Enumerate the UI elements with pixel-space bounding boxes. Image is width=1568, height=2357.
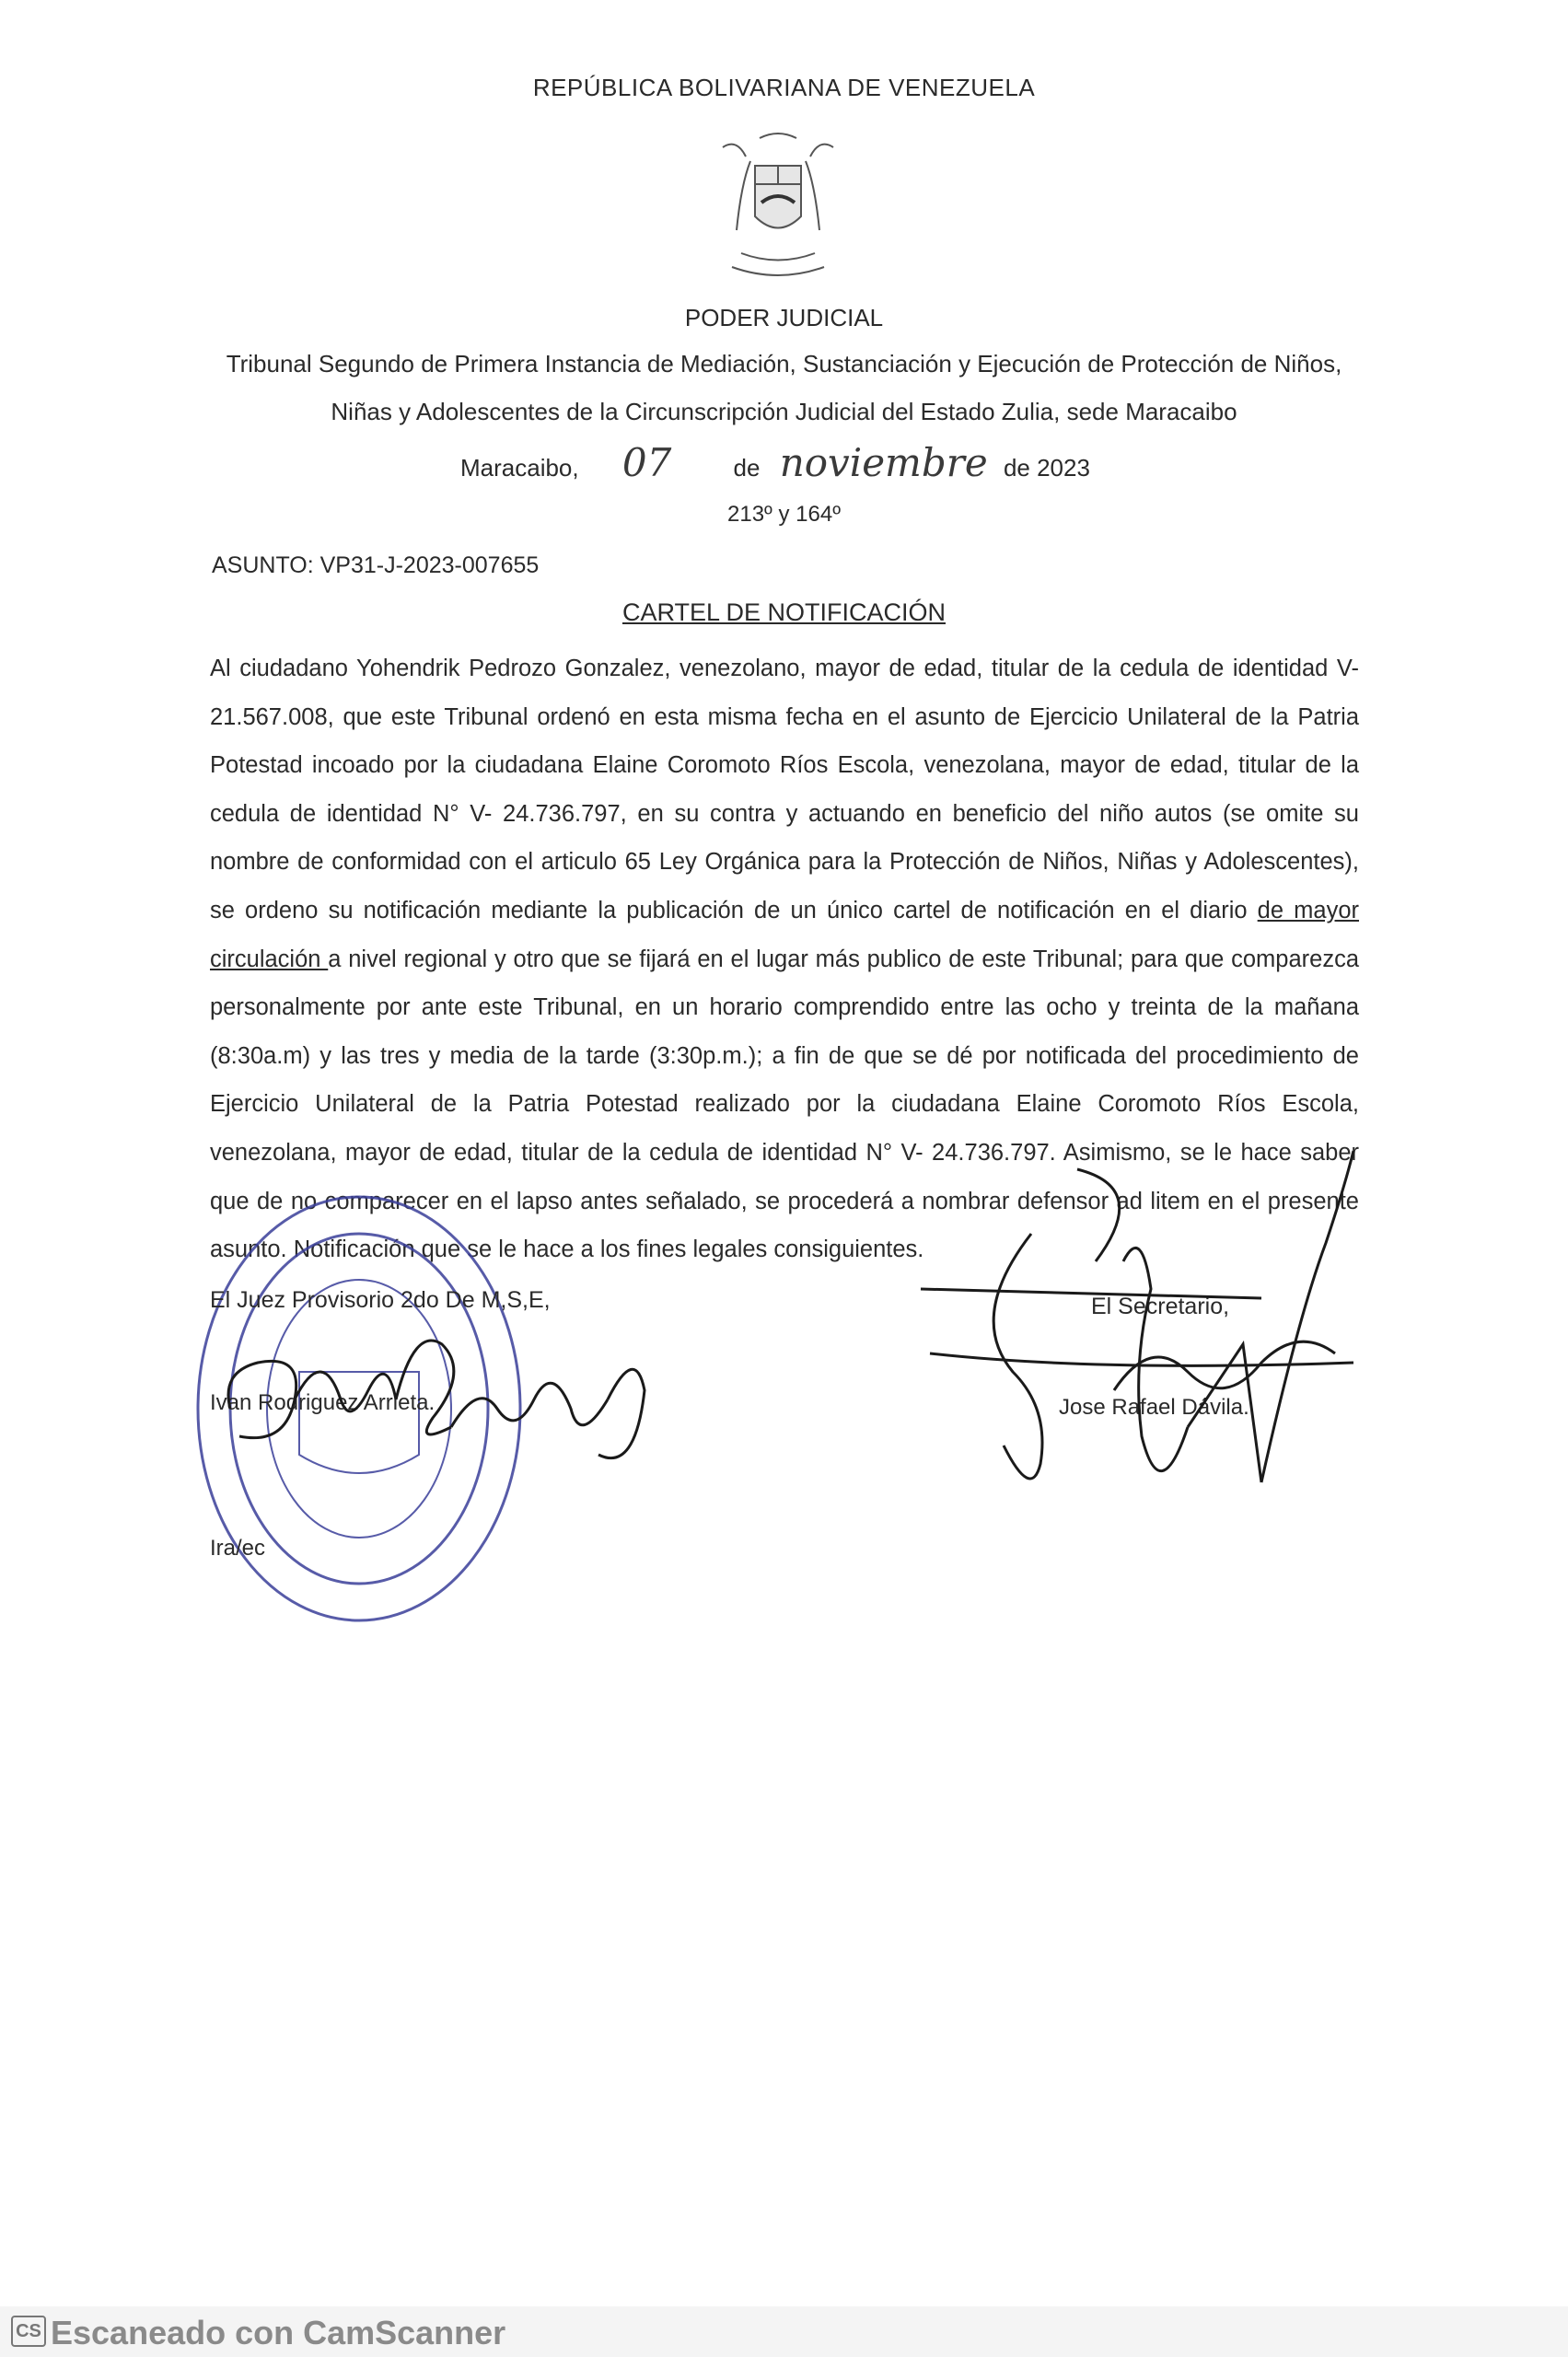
- date-day-handwritten: 07: [621, 440, 672, 485]
- body-underlined: de mayor circulación: [210, 897, 1360, 972]
- body-part-2: a nivel regional y otro que se fijará en el lugar más publico de este Tribunal; para que comparezca personalmente por ante este Tribunal, en un horario comprendido entre las ocho y treinta de la mañana (8:30a.m) y las tres y media de la tarde (3:30p.m.); a fin de que se dé por notificada del procedimiento de Ejercicio Unilateral de la Patria Potestad realizado por la ciudadana Elaine Coromoto Ríos Escola, venezolana, mayor de edad, titular de la cedula de identidad N° V- 24.736.797. Asimismo, se le hace saber que de no comparecer en el lapso antes señalado, se procederá a nombrar defensor ad litem en el presente asunto. Notificación que se le hace a los fines legales consiguientes.: [210, 946, 1359, 1263]
- secretary-signature: [912, 1132, 1372, 1519]
- secretary-name: Jose Rafael Dávila.: [1059, 1395, 1249, 1420]
- scanner-footer: [0, 2306, 1568, 2357]
- tribunal-line-2: Niñas y Adolescentes de la Circunscripción Judicial del Estado Zulia, sede Maracaibo: [331, 398, 1237, 425]
- body-part-1: Al ciudadano Yohendrik Pedrozo Gonzalez, venezolano, mayor de edad, titular de la cedula de identidad V-21.567.008, que este Tribunal ordenó en esta misma fecha en el asunto de Ejercicio Unilateral de la Patria Potestad incoado por la ciudadana Elaine Coromoto Ríos Escola, venezolana, mayor de edad, titular de la cedula de identidad N° V- 24.736.797, en su contra y actuando en beneficio del niño autos (se omite su nombre de conformidad con el articulo 65 Ley Orgánica para la Protección de Niños, Niñas y Adolescentes), se ordeno su notificación mediante la publicación de un único cartel de notificación en el diario: [210, 656, 1359, 923]
- date-year: de 2023: [1003, 454, 1090, 482]
- case-number: ASUNTO: VP31-J-2023-007655: [212, 552, 540, 578]
- judge-signature: [203, 1289, 663, 1501]
- tribunal-line-1: Tribunal Segundo de Primera Instancia de Mediación, Sustanciación y Ejecución de Protección de Niños,: [226, 350, 1342, 377]
- secretary-title: El Secretario,: [1091, 1294, 1230, 1319]
- coat-of-arms-icon: [704, 129, 852, 290]
- scanner-watermark-text: Escaneado con CamScanner: [51, 2314, 506, 2351]
- judge-title: El Juez Provisorio 2do De M,S,E,: [210, 1287, 551, 1313]
- typist-initials: Ira/ec: [210, 1536, 266, 1561]
- date-line: [460, 440, 1090, 485]
- camscanner-logo-icon: CS: [11, 2316, 46, 2347]
- branch-heading: PODER JUDICIAL: [684, 304, 884, 331]
- date-month-handwritten: noviembre: [779, 440, 988, 485]
- document-title: CARTEL DE NOTIFICACIÓN: [621, 598, 947, 626]
- country-heading: REPÚBLICA BOLIVARIANA DE VENEZUELA: [532, 74, 1036, 101]
- date-de: de: [733, 454, 761, 482]
- date-city: Maracaibo,: [460, 454, 579, 482]
- judge-name: Ivan Rodriguez Arrieta.: [210, 1390, 436, 1415]
- years-line: 213º y 164º: [727, 502, 841, 527]
